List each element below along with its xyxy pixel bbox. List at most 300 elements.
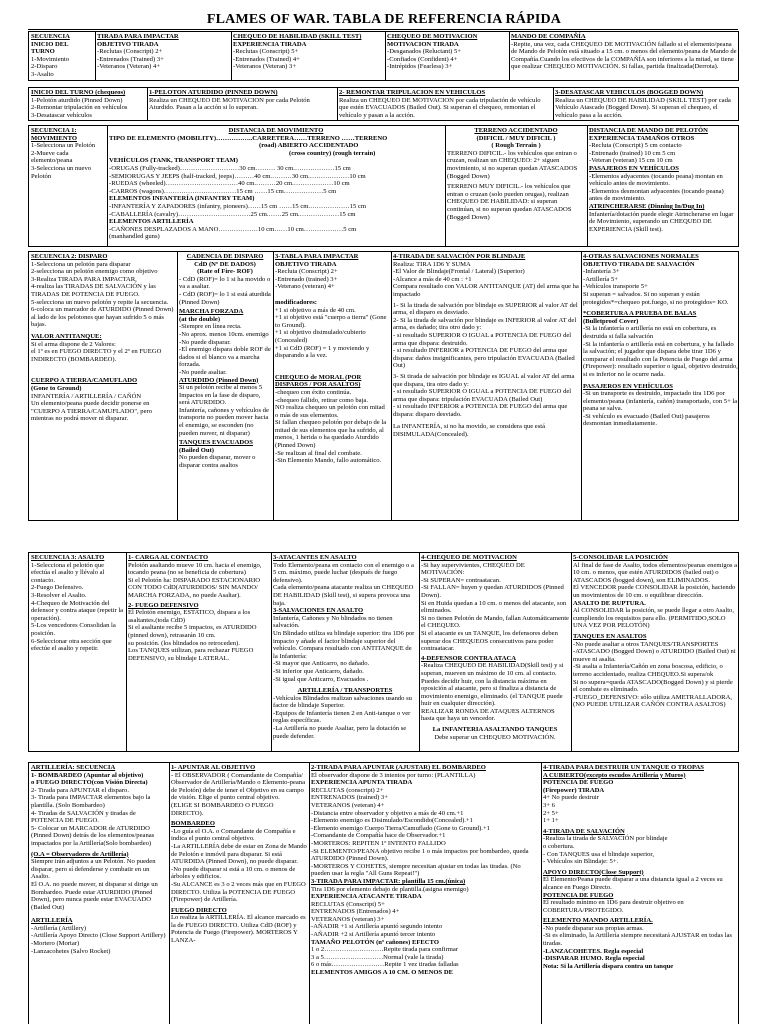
text-line: -Si es eliminado, la Artillería siempre necesitará AJUSTAR en todas las tiradas.	[543, 932, 732, 948]
text-line: -INFANTERÍA Y ZAPADORES (infantry, pioneers)……15 cm ……15 cm.………………15 cm	[109, 202, 366, 210]
text-line: DISTANCIA DE MOVIMIENTO	[228, 127, 324, 134]
text-line: 4-OTRAS SALVACIONES NORMALES	[583, 253, 699, 260]
text-line: VEHÍCULOS (TANK, TRANSPORT TEAM)	[109, 157, 238, 165]
text-line: -Entrenado (trained) 3+	[275, 275, 338, 283]
text-line: (Firepower) TIRADA	[543, 786, 605, 794]
text-line: 3-Resolver el Asalto.	[31, 591, 87, 599]
text-line: 4-Chequeo de Motivación del defensor y contra ataque (repetir la operación).	[31, 599, 124, 622]
assault-sequence-cell	[29, 553, 126, 751]
text-line: INFANTERÍA / ARTILLERÍA / CAÑÓN	[31, 392, 142, 400]
text-line: Todo Elemento/peana en contacto con el enemigo o a 5 cm. máximo, puede luchar (después de fuego defensivo).	[273, 561, 414, 584]
text-line: CHEQUEO DE HABILIDAD (SKILL TEST)	[233, 33, 362, 40]
text-line: -Entrenado (trained) 10 cm 5 cm	[589, 149, 676, 157]
text-line: PASAJEROS EN VEHÍCULOS	[583, 382, 673, 390]
motivation-cell	[385, 32, 509, 80]
text-line: 3-SALVACIONES EN ASALTO	[273, 607, 364, 615]
movement-distance-cell	[107, 126, 445, 246]
text-line: -No aprox. menos 10cm. enemigo	[179, 330, 269, 338]
text-line: 1-Pelotón aturdido (Pinned Down)	[31, 96, 123, 104]
text-line: 5-CONSOLIDAR LA POSICIÓN	[573, 554, 668, 561]
text-line: 6-Seleccionar otra sección que efectúe el asalto y repetir.	[31, 637, 112, 653]
text-line: 3- Si tirada de salvación por blindaje es IGUAL al valor AT del arma que dispara, tira otro dado y:	[393, 372, 575, 388]
text-line: -Si la infantería o artillería está en cobertura, y ha fallado la salvación; el jugador que dispara debe tirar 1D6 y comparar el resultado con la Potencia de Fuego del arma (Firepower): resultado superior o igual, objetivo destruido, si es inferior no le ocurre nada.	[583, 340, 738, 378]
text-line: Lo realiza la ARTILLERÍA. El alcance marcado es la de FUEGO DIRECTO. Utiliza CdD (ROF) y Potencia de Fuego (Firepower). MORTEROS Y LANZA-	[171, 914, 306, 945]
remount-crew-cell	[337, 88, 553, 120]
text-line: 3-Desatascar vehículos	[31, 111, 92, 119]
text-line: Si el asaltante recibe 5 impactos, es ATURDIDO (pinned down), retrasarán 10 cm.	[128, 624, 257, 639]
artillery-sequence-cell	[29, 763, 169, 1024]
text-line: INICIO DEL	[31, 40, 69, 48]
shooting-box	[28, 251, 739, 521]
text-line: ENTRENADOS (trained) 3+	[311, 794, 388, 802]
text-line: -chequeo con éxito continúa.	[275, 388, 352, 396]
text-line: SECUENCIA 3: ASALTO	[31, 554, 105, 561]
text-line: o cobertura.	[543, 842, 575, 850]
text-line: VALOR ANTITANQUE:	[31, 332, 102, 340]
text-line: 4-TIRADA DE SALVACIÓN POR BLINDAJE	[393, 253, 526, 260]
text-line: EXPERIENCIA ATACANTE TIRADA	[311, 893, 422, 901]
text-line: -Elementos adyacentes (tocando peana) montan en vehículo antes de movimiento.	[589, 172, 723, 188]
rough-terrain-cell	[445, 126, 587, 246]
top-summary-box	[28, 31, 739, 81]
text-line: REALIZAR RONDA DE ATAQUES ALTERNOS hasta que haya un vencedor.	[421, 707, 555, 723]
text-line: ( Rough Terrain )	[491, 142, 541, 150]
text-line: -Artillería Apoyo Directo (Close Support Artillery)	[31, 932, 166, 940]
text-line: -Su ALCANCE es 3 o 2 veces más que en FUEGO DIRECTO. Utiliza la POTENCIA DE FUEGO (Firepower) de Artillería.	[171, 880, 306, 904]
text-line: SECUENCIA 2: DISPARO	[31, 253, 108, 260]
text-line: 2- FUEGO DEFENSIVO	[128, 601, 199, 609]
text-line: MANDO DE COMPAÑÍA	[511, 33, 586, 40]
text-line: Realiza un CHEQUEO DE MOTIVACION por cada tripulación de vehículo que estén EVACUADOS (Bailed Out). Si superan el chequeo, remontan el vehículo y pasan a la acción.	[339, 96, 541, 119]
text-line: 3 a 5………………………Normal (vale la tirada)	[311, 953, 444, 961]
text-line: Si el arma dispone de 2 Valores:	[31, 340, 116, 348]
text-line: -Desganados (Reluctant) 5+	[387, 48, 462, 56]
text-line: -Realiza CHEQUEO DE HABILIDAD(Skill test) y si superan, mueven un máximo de 10 cm. al contacto. Puedes decidir huir, con la distancia máxima en oposición al atacante, pero si finaliza a distancia de movimiento enemigo, eliminado. (el TANQUE puede huir en cualquier dirección).	[421, 662, 564, 708]
text-line: (DIFICIL / MUY DIFICIL )	[476, 134, 556, 142]
text-line: -Si vehículo es evacuado (Bailed Out) pasajeros desmontan inmediatamente.	[583, 412, 710, 428]
text-line: ELEMENTOS ARTILLERÍA	[109, 218, 194, 226]
text-line: Tira 1D6 por elemento debajo de plantilla.(asigna enemigo)	[311, 885, 469, 893]
text-line: 4-DEFENSOR CONTRA ATACA	[421, 654, 517, 662]
text-line: Infantería, Cañones y No blindados no tienen salvación.	[273, 614, 393, 630]
text-line: -Si asalta a Infantería/Cañón en zona boscosa, edificio, o terreno accidentado, realiza CHEQUEO.Si supera/ok	[573, 663, 723, 678]
text-line: 1-Selecciona el pelotón que efectúa el asalto y llévalo al contacto.	[31, 561, 105, 584]
text-line: El Pelotón enemigo, ESTATICO, dispara a los asaltantes.(toda CdD)	[128, 609, 251, 624]
text-line: 2-selecciona un pelotón enemigo como objetivo	[31, 268, 158, 276]
skill-test-cell	[231, 32, 385, 80]
text-line: -Se realizan al final del combate.	[275, 449, 362, 457]
text-line: (at the double)	[179, 315, 221, 323]
text-line: 2- REMONTAR TRIPULACION EN VEHICULOS	[339, 89, 486, 96]
text-line: (cross country) (rough terrain)	[289, 149, 376, 157]
text-line: -ORUGAS (Fully-tracked)………………………30 cm……… 30 cm.………………15 cm	[109, 164, 351, 172]
text-line: Al final de fase de Asalto, todos elementos/peanas enemigos a 10 cm. o menos, que estén ATURDIDOS (bailed out) o ATASCADOS (bogged down), son ELIMINADOS.	[573, 561, 738, 584]
text-line: -Recluta (Conscript) 2+	[275, 268, 338, 276]
text-line: 3- Tirada para IMPACTAR elementos bajo la plantilla. (Solo Bombardeo)	[31, 794, 151, 809]
text-line: +1 si objetivo está "cuerpo a tierra" (Gone to Ground).	[275, 314, 387, 329]
text-line: No pueden disparar, mover o disparar contra asaltos	[179, 454, 256, 470]
title-rule	[28, 29, 738, 30]
text-line: A CUBIERTO(excepto escudos Artillería y Muros)	[543, 771, 686, 779]
text-line: (road) ABIERTO ACCIDENTADO	[259, 142, 359, 150]
text-line: 1-Movimiento	[31, 55, 70, 63]
text-line: 2-Disparo	[31, 63, 58, 71]
text-line: MOTIVACION TIRADA	[387, 40, 459, 48]
text-line: -Elemento enemigo Cuerpo Tierra/Camuflado (Gone to Ground).+1	[311, 824, 490, 832]
text-line: -Infantería 3+	[583, 268, 620, 276]
text-line: o FUEGO DIRECTO(con Visión Directa)	[31, 779, 148, 787]
text-line: 1 o 2………………………Repite tirada para confirmar	[311, 946, 459, 954]
text-line: Infantería/dotación puede elegir Atrincherarse en lugar de Movimiento, superando un CHEQUEO DE EXPERIENCIA (Skill test).	[589, 210, 734, 233]
text-line: -Si SUPERAN= contraatacan.	[421, 576, 501, 584]
text-line: -Si la infantería o artillería no está en cobertura, es destruida si falla salvación	[583, 325, 717, 340]
text-line: Al CONSOLIDAR la posición, se puede llegar a otro Asalto, cumpliendo los requisitos para ello. (PERMITIDO,SOLO UNA VEZ POR PELOTÓN)	[573, 607, 734, 630]
text-line: 2-Remontar tripulación en vehículos	[31, 104, 128, 112]
text-line: -Vehículos transporte 5+	[583, 283, 648, 291]
assault-box	[28, 552, 739, 752]
text-line: MARCHA FORZADA	[179, 308, 244, 316]
text-line: 3-Selecciona un nuevo Pelotón	[31, 164, 92, 180]
text-line: -Alcance a más de 40 cm : +1	[393, 275, 472, 283]
text-line: ARTILLERÍA	[31, 917, 73, 925]
text-line: 4-realiza las TIRADAS DE SALVACIÓN y las TIRADAS DE POTENCIA DE FUEGO.	[31, 283, 156, 298]
text-line: +1 si objetivo disimulado/cubierto (Concealed)	[275, 329, 366, 344]
text-line: -AÑADIR +1 si Artillería apuntó segundo intento	[311, 923, 443, 931]
artillery-box	[28, 762, 739, 1024]
text-line: - si resultado SUPERIOR O IGUAL a POTENCIA DE FUEGO del arma que dispara: destruido.	[393, 331, 572, 347]
text-line: -Comandante de Compañía hace de Observador.+1	[311, 832, 446, 840]
text-line: -ATASCADO (Bogged Down) o ATURDIDO (Bailed Out) ni mueve ni asalta.	[573, 648, 736, 663]
text-line: Pelotón asaltando mueve 10 cm. hacia el enemigo, tocando peana (no se beneficia de cobertura)	[128, 561, 262, 577]
shooting-sequence-cell	[29, 252, 177, 520]
text-line: -Sin Elemento Mando, fallo automático.	[275, 457, 382, 465]
text-line: -Si FALLAN= huyen y quedan ATURDIDOS (Pinned Down).	[421, 584, 564, 599]
hit-table-cell	[273, 252, 391, 520]
text-line: -MORTEROS: REPITEN 1º INTENTO FALLIDO	[311, 839, 446, 847]
text-line: 1- CARGA AL CONTACTO	[128, 554, 209, 561]
text-line: -Entrenados (Trained) 3+	[97, 55, 164, 63]
text-line: 1- Si la tirada de salvación por blindaje es SUPERIOR al valor AT del arma, el disparo es desviado.	[393, 301, 578, 317]
text-line: CHEQUEO de MORAL (POR DISPAROS / POR ASALTOS)	[275, 373, 362, 389]
text-line: VETERANOS (veteran) 3+	[311, 915, 385, 923]
text-line: 5- Colocar un MARCADOR de ATURDIDO (Pinned Down) detrás de los elementos/peanas impactados por la Artillería(Solo bombardeo)	[31, 824, 155, 847]
text-line: -CARROS (wagons)……………………………15 cm ……15 cm………………5 cm	[109, 187, 337, 195]
text-line: -La ARTILLERÍA debe de estar en Zona de Mando de Pelotón e inmóvil para disparar. Si está ATURDIDA (Pinned Down), no puede disparar.	[171, 842, 307, 866]
text-line: 4-TIRADA PARA DESTRUIR UN TANQUE O TROPAS	[543, 764, 704, 771]
ranging-cell	[309, 763, 541, 1024]
consolidate-cell	[571, 553, 739, 751]
text-line: Nota: Si la Artillería dispara contra un tanque	[543, 962, 674, 970]
text-line: 3-TIRADA PARA IMPACTAR: plantilla 15 cm.(única)	[311, 877, 466, 885]
text-line: - CdD (ROF)= lo 1 si ha movido o va a asaltar.	[179, 275, 271, 291]
text-line: La INFANTERÍA, si no ha movido, se considera que está DISIMULADA(Concealed).	[393, 423, 546, 439]
text-line: Realiza: TIRA 1D6 Y SUMA	[393, 260, 471, 268]
assault-attackers-cell	[271, 553, 419, 751]
text-line: -Si inferior que Anticarro, dañado.	[273, 667, 364, 675]
turn-start-box	[28, 87, 739, 121]
text-line: Los TANQUES utilizan, para rechazar FUEGO DEFENSIVO, su blindaje LATERAL.	[128, 647, 254, 662]
text-line: -Distancia entre observador y objetivo a más de 40 cm.+1	[311, 809, 464, 817]
text-line: OBJETIVO TIRADA DE SALVACIÓN	[583, 260, 695, 268]
text-line: -LANZACOHETES. Regla especial	[543, 947, 644, 955]
text-line: -No puede disparar sus propias armas.	[543, 924, 644, 932]
text-line: -El enemigo dispara doble ROF de dados si el blanco va a marcha forzada.	[179, 346, 271, 369]
text-line: -Veteran (veteran) 15 cm 10 cm	[589, 157, 673, 165]
text-line: -CABALLERÍA (cavalry)……………………………25 cm.……25 cm.………………15 cm	[109, 210, 356, 218]
text-line: -MORTEROS Y COHETES, siempre necesitan ajustar en todas las tiradas. (No pueden usar la regla "All Guns Repeat!")	[311, 862, 521, 878]
text-line: 2-Fuego Defensivo.	[31, 584, 84, 592]
text-line: EXPERIENCIA APUNTA TIRADA	[311, 779, 413, 787]
pinned-down-cell	[147, 88, 337, 120]
text-line: -Lo guía el O.A. o Comandante de Compañía e indica el punto central objetivo.	[171, 827, 296, 843]
text-line: DISTANCIA DE MANDO DE PELOTÓN	[589, 127, 708, 134]
text-line: POTENCIA DE FUEGO	[543, 779, 614, 787]
text-line: 1+ 1+	[543, 817, 559, 825]
text-line: (Gone to Ground)	[31, 384, 82, 392]
text-line: 1-PELOTON ATURDIDO (PINNED DOWN)	[149, 89, 278, 96]
text-line: (ELIGE SI BOMBARDEO O FUEGO DIRECTO).	[171, 801, 274, 817]
text-line: ENTRENADOS (Entrenados) 4+	[311, 908, 400, 916]
text-line: 5-selecciona un nuevo pelotón y repite la secuencia.	[31, 298, 169, 306]
text-line: PASAJEROS EN VEHÍCULOS	[589, 164, 679, 172]
text-line: 6 o más……………………Repite 1 vez tiradas falladas	[311, 961, 459, 969]
text-line: -Reclutas (Conscript) 5+	[233, 48, 299, 56]
text-line: -El Valor de Blindaje(Frontal / Lateral) (Superior)	[393, 268, 525, 276]
text-line: Realiza un CHEQUEO DE MOTIVACION por cada Pelotón Aturdido. Pasan a la acción si lo superan.	[149, 96, 310, 112]
text-line: -Mortero (Mortar)	[31, 940, 80, 948]
text-line: 1-Selecciona un pelotón para disparar	[31, 260, 131, 268]
other-saves-cell	[581, 252, 739, 520]
text-line: 6-coloca un marcador de ATURDIDO (Pinned Down) al lado de los pelotones que hayan sufrido 5 o más bajas.	[31, 306, 174, 329]
text-line: -DISPARAR HUMO. Regla especial	[543, 955, 645, 963]
text-line: -Entrenados (Trained) 4+	[233, 55, 300, 63]
text-line: TERRENO ACCIDENTADO	[474, 127, 558, 134]
text-line: ARTILLERÍA / TRANSPORTES	[297, 687, 393, 695]
text-line: -Artillería (Artillery)	[31, 924, 87, 932]
text-line: CHEQUEO DE MOTIVACION	[387, 33, 478, 40]
text-line: CUERPO A TIERRA/CAMUFLADO	[31, 377, 138, 385]
text-line: Si un pelotón recibe al menos 5 Impactos en la fase de disparo, será ATURDIDO.	[179, 384, 263, 407]
text-line: Si superan = salvados. Si no superan y están protegidos*=chequeo pot.fuego, si no protegidos= KO.	[583, 290, 729, 306]
text-line: -Artillería 5+	[583, 275, 619, 283]
text-line: -Siempre en línea recta.	[179, 323, 242, 331]
text-line: Si fallan chequeo pelotón por debajo de la mitad de sus elementos que ha sufrido, al menos, 1 herida o ha quedado Aturdido (Pinned Down)	[275, 419, 387, 450]
text-line: CdD (Nº DE DADOS)	[194, 260, 256, 268]
destroy-tank-cell	[541, 763, 739, 1024]
text-line: - si resultado SUPERIOR O IGUAL a POTENCIA DE FUEGO del arma que dispara: tripulación EVACUADA (Bailed Out)	[393, 388, 572, 403]
text-line: -No puede disparar.	[179, 338, 231, 346]
text-line: APOYO DIRECTO(Close Support)	[543, 868, 644, 876]
text-line: 3-TABLA PARA IMPACTAR	[275, 253, 359, 260]
text-line: Si en Huida quedan a 10 cm. o menos del atacante, son eliminados.	[421, 599, 567, 615]
text-line: FUEGO DIRECTO	[171, 906, 227, 914]
text-line: modificadores:	[275, 298, 317, 306]
text-line: TERRENO MUY DIFICIL.- los vehículos que entran o cruzan (solo pueden orugas), realizan CHEQUEO DE HABILIDAD: si superan continúan, si no superan quedan ATASCADOS (Bogged Down)	[447, 183, 572, 221]
text-line: Realiza un CHEQUEO DE HABILIDAD (SKILL TEST) por cada Vehículo Atascado (Bogged Down). Si superan el chequeo, el vehículo pasa a la acción.	[555, 96, 731, 119]
text-line: -No puede asaltar a otros TANQUES/TRANSPORTES	[573, 640, 719, 648]
text-line: Compara resultado con VALOR ANTITANQUE (AT) del arma que ha impactado	[393, 283, 579, 298]
text-line: ARTILLERÍA: SECUENCIA	[31, 764, 116, 771]
text-line: - si resultado INFERIOR a POTENCIA DE FUEGO del arma que dispara: daños insignificantes, pero tripulación EVACUADA (Bailed Out)	[393, 347, 575, 370]
text-line: La INFANTERIA ASALTANDO TANQUES	[432, 726, 558, 734]
text-line: SECUENCIA	[31, 33, 70, 40]
text-line: -Si ELEMENTO/PEANA objetivo recibe 1 o más impactos por bombardeo, queda ATURDIDO (Pinned Down).	[311, 847, 529, 863]
text-line: Un Blindado utiliza su blindaje superior: tira 1D6 por impacto y añade el factor blindaje superior del vehículo. Compara resultado con ANTITANQUE de la Infantería:	[273, 629, 415, 660]
text-line: El observador dispone de 3 intentos por turno: (PLANTILLA)	[311, 771, 476, 779]
text-line: -Equipos de Infantería tienen 2 en Anti-tanque o ver reglas específicas.	[273, 709, 411, 725]
rate-of-fire-cell	[177, 252, 273, 520]
bogged-down-cell	[553, 88, 739, 120]
text-line: +1 si CdD (ROF) = 1 y moviendo y disparando a la vez.	[275, 344, 370, 360]
text-line: el 1º es en FUEGO DIRECTO y el 2º en FUEGO INDIRECTO (BOMBARDEO).	[31, 348, 162, 363]
text-line: -Si un transporte es destruido, impactado tira 1D6 por elemento/peana (infantería, cañón) transportado, con 5+ la peana se salva.	[583, 390, 738, 413]
text-line: Un elemento/peana puede decidir ponerse en "CUERPO A TIERRA/CAMUFLADO", pero mientras no podrá mover ni disparar.	[31, 400, 153, 423]
text-line: 4+ No puede destruir	[543, 794, 599, 802]
text-line: EXPERIENCIA TIRADA	[233, 40, 307, 48]
movement-sequence-cell	[29, 126, 107, 246]
text-line: 4-CHEQUEO DE MOTIVACION	[421, 554, 517, 561]
text-line: TIRADA PARA IMPACTAR	[97, 33, 179, 40]
page-title: FLAMES OF WAR. TABLA DE REFERENCIA RÁPIDA	[206, 12, 562, 27]
text-line: -Vehículos Blindados realizan salvaciones usando su factor de blindaje Superior.	[273, 694, 412, 710]
text-line: -Si mayor que Anticarro, no dañado.	[273, 660, 370, 668]
text-line: -No puede disparar si está a 10 cm. o menos de árboles y edificios.	[171, 865, 296, 881]
text-line: 3-Realiza TIRADA PARA IMPACTAR,	[31, 275, 137, 283]
text-line: Si el Pelotón ha: DISPARADO ESTACIONARIO CON TODO CdD(ATURDIDOS/ SIN MANDO/ MARCHA FORZADA, no puede Asaltar).	[128, 576, 261, 599]
text-line: 1- APUNTAR AL OBJETIVO	[171, 764, 256, 771]
text-line: -Repite, una vez, cada CHEQUEO DE MOTIVACIÓN fallado si el elemento/peana de Mando de Pelotón está situado a 15 cm. o menos del elemento/peana de Mando de Compañía.Cuando los efectivos de la COMPAÑÍA son inferiores a la mitad, se tiene que realizar CHEQUEO MOTIVACIÓN. Si fallas, partida finalizada(Derrota).	[511, 40, 737, 71]
text-line: -Veteranos (Veteran) 3+	[233, 63, 297, 71]
text-line: -FUEGO_DEFENSIVO: sólo utiliza AMETRALLADORA,	[573, 693, 732, 701]
text-line: -Si hay supervivientes, CHEQUEO DE MOTIVACIÓN:	[421, 561, 525, 577]
text-line: -Veterano (veteran) 4+	[275, 283, 335, 291]
text-line: 3-DESATASCAR VEHICULOS (BOGGED DOWN)	[555, 89, 704, 96]
text-line: POTENCIA DE FUEGO	[543, 891, 614, 899]
text-line: OBJETIVO TIRADA	[97, 40, 159, 48]
text-line: - CdD (ROF)= lo 1 si está aturdida (Pinned Down)	[179, 290, 271, 306]
text-line: -Si igual que Anticarro, Evacuados .	[273, 675, 369, 683]
text-line: El VENCEDOR puede CONSOLIDAR la posición, haciendo un movimientos de 10 cm. o equilibrar dirección.	[573, 584, 736, 599]
text-line: MOVIMIENTO	[31, 134, 78, 142]
text-line: Infantería, cañones y vehículos de transporte no pueden mover hacia el enemigo, se esconden (no pueden mover, ni disparar)	[179, 406, 269, 437]
text-line: Si el atacante es un TANQUE, los defensores deben superar dos CHEQUEOS consecutivos para poder contraatacar.	[421, 629, 558, 653]
text-line: Si no supera=queda ATASCADO(Bogged Down) y si pierde el combate es eliminado.	[573, 678, 733, 694]
text-line: RECLUTAS (conscript) 2+	[311, 786, 384, 794]
text-line: -Intrépidos (Fearless) 3+	[387, 63, 453, 71]
text-line: -SEMIORUGAS Y JEEPS (half-tracked, jeeps)………40 cm.………30 cm.………………10 cm	[109, 172, 366, 180]
charge-cell	[126, 553, 271, 751]
text-line: - si resultado INFERIOR a POTENCIA DE FUEGO del arma que dispara: disparo desviado.	[393, 403, 568, 418]
text-line: ELEMENTOS INFANTERÍA (INFANTRY TEAM)	[109, 195, 255, 203]
text-line: ATURDIDO (Pinned Down)	[179, 376, 259, 384]
text-line: -Veteranos (Veteran) 4+	[97, 63, 161, 71]
movement-box	[28, 125, 739, 247]
turn-checks-cell	[29, 88, 147, 120]
text-line: Debe superar un CHEQUEO MOTIVACIÓN.	[434, 733, 556, 741]
text-line: su posición. (los blindados no retroceden).	[128, 639, 240, 647]
text-line: -No puede asaltar.	[179, 368, 227, 376]
text-line: 2-Mueve cada elemento/peana	[31, 149, 73, 165]
text-line: Si no tienen Pelotón de Mando, fallan Automáticamente el CHEQUEO.	[421, 614, 569, 630]
text-line: - El OBSERVADOR ( Comandante de Compañía/ Observador de Artillería/Mando o Elemento-peana de Pelotón) debe de tener el Objetivo en su campo de visión. Elige el punto central objetivo.	[171, 771, 306, 802]
text-line: El resultado mínimo en 1D6 para destruir objetivo en COBERTURA/PROTEGIDO.	[543, 899, 684, 914]
text-line: ELEMENTOS AMIGOS A 10 CM. O MENOS DE	[311, 969, 454, 977]
text-line: OBJETIVO TIRADA	[275, 260, 337, 268]
text-line: CADENCIA DE DISPARO	[186, 253, 264, 260]
text-line: ATRINCHERARSE (Dinning In/Dug In)	[589, 202, 705, 210]
text-line: Siempre irán adjuntos a un Pelotón. No pueden disparar, pero sí defenderse y combatir en un Asalto.	[31, 858, 156, 881]
text-line: -CAÑONES DESPLAZADOS A MANO………………10 cm……10 cm………………5 cm	[109, 225, 357, 233]
text-line: 2- Tirada para APUNTAR el disparo.	[31, 786, 130, 794]
text-line: (NO PUEDE UTILIZAR CAÑÓN CONTRA ASALTOS)	[573, 701, 726, 709]
text-line: El O.A. no puede mover, ni disparar si dirige un Bombardeo. Puede estar ATURDIDO (Pinned Down), pero nunca puede estar EVACUADO (Bailed Out)	[31, 880, 158, 911]
text-line: (Rate of Fire- ROF)	[197, 268, 253, 276]
text-line: TANQUES EN ASALTOS	[573, 632, 647, 640]
text-line: INICIO DEL TURNO (chequeos)	[31, 89, 126, 96]
text-line: -Elemento enemigo es Disimulado/Escondido(Concealed).+1	[311, 817, 473, 825]
text-line: (manhandled guns)	[109, 233, 160, 241]
text-line: 2-TIRADA PARA APUNTAR (AJUSTAR) EL BOMBARDEO	[311, 764, 486, 771]
text-line: -Elementos desmontan adyacentes (tocando peana) antes de movimiento.	[589, 187, 724, 203]
text-line: 4- Tiradas de SALVACIÓN y tiradas de POTENCIA DE FUEGO.	[31, 809, 136, 825]
text-line: (Bulletproof Cover)	[583, 317, 639, 325]
text-line: 4-TIRADA DE SALVACIÓN	[543, 827, 625, 835]
text-line: BOMBARDEO	[171, 820, 215, 828]
aim-target-cell	[169, 763, 309, 1024]
text-line: *COBERTURA A PRUEBA DE BALAS	[583, 310, 697, 318]
text-line: (Bailed Out)	[179, 446, 214, 454]
text-line: (O.A = Observadores de Artillería)	[31, 850, 129, 858]
company-command-cell	[509, 32, 739, 80]
text-line: -Recluta (Conscript) 5 cm contacto	[589, 142, 682, 150]
text-line: -chequeo fallido, retirar como baja.	[275, 396, 369, 404]
text-line: -Realiza la tirada de SALVACIÓN por blindaje	[543, 835, 668, 843]
text-line: 3+ 6	[543, 801, 555, 809]
text-line: +1 si objetivo a más de 40 cm.	[275, 306, 356, 314]
text-line: -AÑADIR +2 si Artillería apuntó tercer intento	[311, 931, 436, 939]
sequence-cell	[29, 32, 95, 80]
armour-save-cell	[391, 252, 581, 520]
platoon-command-cell	[587, 126, 739, 246]
text-line: 5-Los vencedores Consolidan la posición.	[31, 622, 116, 637]
text-line: -Lanzacohetes (Salvo Rocket)	[31, 947, 111, 955]
text-line: 1- BOMBARDEO (Apuntar al objetivo)	[31, 771, 144, 779]
text-line: RECLUTAS (Conscript) 5+	[311, 900, 385, 908]
text-line: 3-Asalto	[31, 70, 54, 78]
text-line: -Confiados (Confident) 4+	[387, 55, 458, 63]
text-line: TAMAÑO PELOTÓN (nº cañones) EFECTO	[311, 938, 439, 946]
text-line: -RUEDAS (wheeled)……………………………40 cm.………20 cm.………………10 cm	[109, 180, 350, 188]
hit-roll-cell	[95, 32, 231, 80]
text-line: -La Artillería no puede Asaltar, pero la dotación se puede defender.	[273, 725, 407, 740]
text-line: SECUENCIA 1:	[31, 127, 77, 134]
text-line: Cada elemento/peana atacante realiza un CHEQUEO DE HABILIDAD (Skill test), si supera provoca una baja.	[273, 584, 414, 607]
text-line: NO realiza chequeo un pelotón con mitad o más de sus elementos.	[275, 404, 385, 419]
text-line: El Elemento/Peana puede disparar a una distancia igual a 2 veces su alcance en Fuego Directo.	[543, 876, 723, 891]
text-line: - Vehículos sin Blindaje: 5+.	[543, 858, 619, 866]
text-line: EXPERIENCIA TAMAÑOS OTROS	[589, 134, 695, 142]
text-line: 3-ATACANTES EN ASALTO	[273, 554, 357, 561]
text-line: TANQUES EVACUADOS	[179, 439, 253, 447]
text-line: VETERANOS (veteran) 4+	[311, 801, 385, 809]
text-line: - Con TANQUES usa el blindaje superior,	[543, 850, 654, 858]
text-line: 2- Si la tirada de salvación por blindaje es INFERIOR al valor AT del arma, es dañado; tira otro dado y:	[393, 316, 577, 332]
text-line: ASALTO DE RUPTURA.	[573, 599, 646, 607]
text-line: TURNO	[31, 48, 55, 56]
text-line: 1-Selecciona un Pelotón	[31, 142, 96, 150]
text-line: TIPO DE ELEMENTO (MOBILITY)……………..CARRETERA……TERRENO ……TERRENO	[109, 134, 388, 142]
text-line: ELEMENTO MANDO ARTILLERÍA.	[543, 917, 653, 925]
